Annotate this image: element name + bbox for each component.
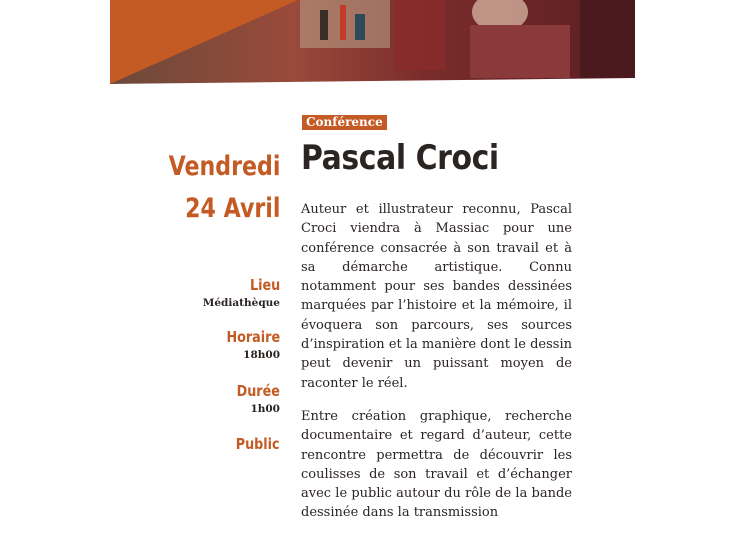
detail-duration — [229, 381, 280, 417]
detail-label: Durée — [236, 382, 280, 400]
detail-value: Médiathèque — [202, 297, 280, 309]
category-tag: Conférence — [302, 115, 387, 130]
detail-label: Public — [236, 435, 280, 453]
event-date — [168, 146, 280, 230]
header-banner — [0, 0, 745, 90]
detail-location — [203, 275, 280, 311]
detail-time — [217, 327, 280, 363]
detail-value: 18h00 — [243, 349, 280, 361]
header-graphic — [0, 0, 745, 90]
date-day: Vendredi — [168, 151, 280, 182]
detail-audience — [228, 434, 280, 454]
date-month: 24 Avril — [184, 193, 280, 224]
detail-label: Lieu — [249, 276, 280, 294]
detail-label: Horaire — [226, 328, 280, 346]
detail-value: 1h00 — [250, 403, 280, 415]
description-paragraph: Auteur et illustrateur reconnu, Pascal Croci viendra à Massiac pour une conférence consacrée à son travail et à sa démarche artistique. Connu notamment pour ses bandes dessinées marquées par l’histoire et la mémoire, il évoquera son parcours, ses sources d’inspiration et la manière dont le dessin peut devenir un puissant moyen de raconter le réel. — [301, 202, 572, 391]
event-title: Pascal Croci — [301, 138, 499, 178]
description-paragraph: Entre création graphique, recherche documentaire et regard d’auteur, cette rencontre permettra de découvrir les coulisses de son travail et d’échanger avec le public autour du rôle de la bande dessinée dans la transmission — [301, 408, 572, 521]
event-description — [301, 200, 572, 537]
